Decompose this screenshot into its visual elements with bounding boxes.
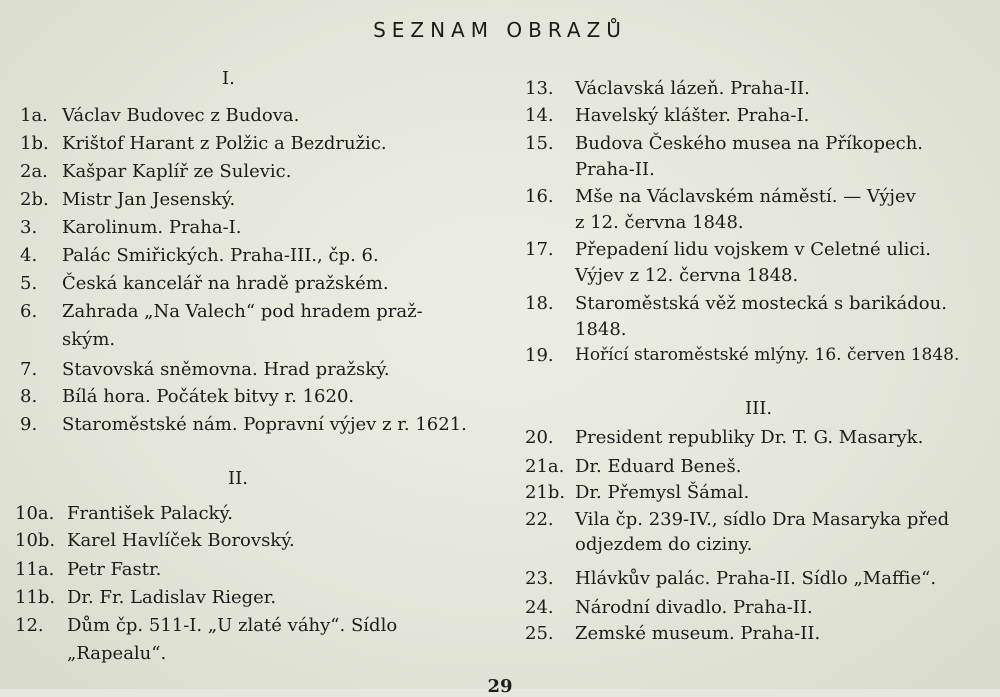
item-text: Staroměstské nám. Popravní výjev z r. 1621.: [62, 414, 467, 435]
item-text: President republiky Dr. T. G. Masaryk.: [575, 427, 924, 448]
item-number: 21b.: [525, 482, 566, 503]
list-item-continuation: [575, 531, 752, 558]
list-item: [20, 411, 467, 438]
item-text: Přepadení lidu vojskem v Celetné ulici.: [575, 239, 931, 260]
item-number: 18.: [525, 293, 554, 314]
list-item: [20, 298, 423, 325]
item-number: 19.: [525, 345, 554, 366]
item-number: 23.: [525, 568, 554, 589]
item-number: 7.: [20, 359, 38, 380]
item-number: 4.: [20, 245, 38, 266]
list-item: [20, 214, 242, 241]
list-item-continuation: [575, 156, 655, 183]
list-item: [525, 594, 813, 621]
item-number: 3.: [20, 217, 38, 238]
item-text: Dr. Fr. Ladislav Rieger.: [67, 587, 277, 608]
item-text: 1848.: [575, 319, 627, 340]
list-item: [20, 383, 354, 410]
list-item: [20, 130, 387, 157]
item-text: Vila čp. 239-IV., sídlo Dra Masaryka před: [575, 509, 950, 530]
item-number: 13.: [525, 78, 554, 99]
item-text: Staroměstská věž mostecká s barikádou.: [575, 293, 947, 314]
list-item: [15, 612, 397, 639]
item-text: Bílá hora. Počátek bitvy r. 1620.: [62, 386, 355, 407]
list-item: [525, 565, 936, 592]
item-text: Stavovská sněmovna. Hrad pražský.: [62, 359, 390, 380]
item-number: 2b.: [20, 189, 49, 210]
list-item: [525, 506, 949, 533]
item-text: Hlávkův palác. Praha-II. Sídlo „Maffie“.: [575, 568, 937, 589]
item-text: Václav Budovec z Budova.: [62, 105, 300, 126]
item-text: ským.: [62, 329, 116, 350]
item-number: 10b.: [15, 530, 56, 551]
list-item: [525, 183, 916, 210]
item-number: 1a.: [20, 105, 48, 126]
list-item: [20, 270, 389, 297]
list-item: [20, 158, 291, 185]
page-number: 29: [487, 676, 513, 697]
item-text: z 12. června 1848.: [575, 212, 744, 233]
item-number: 22.: [525, 509, 554, 530]
item-text: Palác Smiřických. Praha-III., čp. 6.: [62, 245, 379, 266]
item-number: 21a.: [525, 456, 565, 477]
list-item-continuation: [575, 209, 744, 236]
item-number: 6.: [20, 301, 38, 322]
item-number: 2a.: [20, 161, 48, 182]
item-text: Karolinum. Praha-I.: [62, 217, 242, 238]
list-item-continuation: [575, 316, 627, 343]
item-text: Česká kancelář na hradě pražském.: [62, 273, 389, 294]
item-number: 10a.: [15, 503, 55, 524]
item-text: Karel Havlíček Borovský.: [67, 530, 295, 551]
list-item-continuation: [67, 640, 166, 667]
item-text: Václavská lázeň. Praha-II.: [575, 78, 810, 99]
section-heading-iii: III.: [745, 398, 773, 419]
item-text: Kašpar Kaplíř ze Sulevic.: [62, 161, 292, 182]
list-item: [525, 130, 923, 157]
item-text: Dům čp. 511-I. „U zlaté váhy“. Sídlo: [67, 615, 398, 636]
item-number: 8.: [20, 386, 38, 407]
item-number: 11b.: [15, 587, 56, 608]
item-text: Petr Fastr.: [67, 559, 162, 580]
list-item: [15, 527, 295, 554]
item-number: 17.: [525, 239, 554, 260]
list-item: [20, 242, 379, 269]
list-item: [525, 342, 959, 369]
item-text: Praha-II.: [575, 159, 655, 180]
list-item: [525, 479, 749, 506]
list-item: [525, 424, 923, 451]
list-item: [20, 356, 390, 383]
item-number: 25.: [525, 623, 554, 644]
item-number: 11a.: [15, 559, 55, 580]
item-text: Krištof Harant z Polžic a Bezdružic.: [62, 133, 387, 154]
list-item: [525, 102, 809, 129]
item-number: 12.: [15, 615, 44, 636]
list-item: [15, 584, 276, 611]
page-title: SEZNAM OBRAZŮ: [373, 18, 627, 42]
item-text: Budova Českého musea na Příkopech.: [575, 133, 924, 154]
item-text: Zemské museum. Praha-II.: [575, 623, 821, 644]
item-number: 16.: [525, 186, 554, 207]
section-heading-ii: II.: [228, 468, 248, 489]
item-text: Dr. Přemysl Šámal.: [575, 482, 750, 503]
list-item: [20, 186, 235, 213]
item-text: odjezdem do ciziny.: [575, 534, 753, 555]
list-item: [525, 453, 741, 480]
list-item: [525, 75, 810, 102]
item-text: František Palacký.: [67, 503, 233, 524]
list-item: [15, 500, 233, 527]
item-number: 15.: [525, 133, 554, 154]
list-item: [525, 620, 820, 647]
item-text: Mistr Jan Jesenský.: [62, 189, 236, 210]
item-number: 20.: [525, 427, 554, 448]
item-number: 14.: [525, 105, 554, 126]
item-number: 1b.: [20, 133, 49, 154]
item-text: Mše na Václavském náměstí. — Výjev: [575, 186, 916, 207]
list-item: [525, 290, 947, 317]
list-item: [15, 556, 161, 583]
item-number: 9.: [20, 414, 38, 435]
item-number: 24.: [525, 597, 554, 618]
item-text: Výjev z 12. června 1848.: [575, 265, 799, 286]
item-text: „Rapealu“.: [67, 643, 167, 664]
list-item: [525, 236, 931, 263]
list-item-continuation: [575, 262, 798, 289]
item-text: Dr. Eduard Beneš.: [575, 456, 742, 477]
section-heading-i: I.: [222, 68, 235, 89]
list-item: [20, 102, 299, 129]
item-text: Národní divadlo. Praha-II.: [575, 597, 813, 618]
item-text: Havelský klášter. Praha-I.: [575, 105, 810, 126]
list-item-continuation: [62, 326, 115, 353]
item-text: Zahrada „Na Valech“ pod hradem praž-: [62, 301, 423, 322]
item-number: 5.: [20, 273, 38, 294]
item-text: Hořící staroměstské mlýny. 16. červen 1848.: [575, 345, 960, 365]
